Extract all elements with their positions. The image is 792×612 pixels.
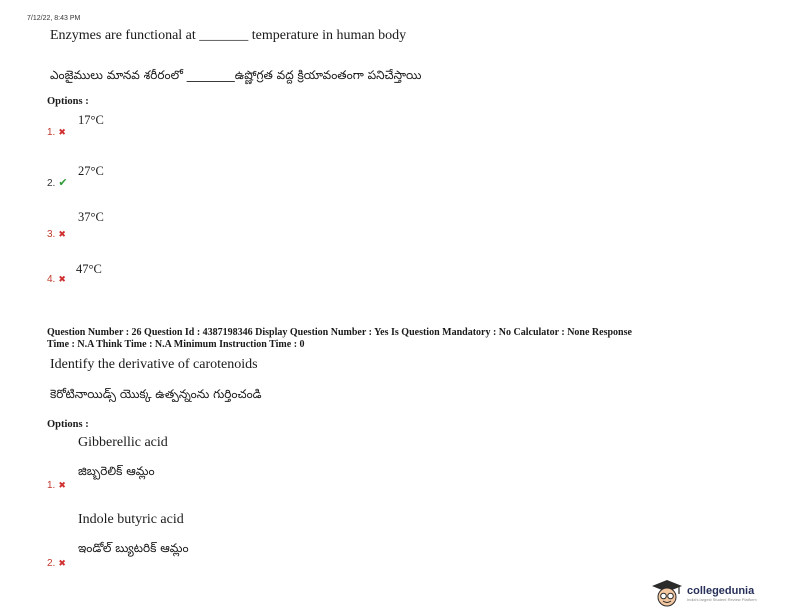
q1-options-label: Options :: [47, 96, 89, 107]
option-number: 2.: [47, 178, 56, 189]
student-mascot-icon: [650, 578, 684, 608]
q1-question-telugu: ఎంజైములు మానవ శరీరంలో ________ఉష్ణోగ్రత వద్ద క్రియావంతంగా పనిచేస్తాయి: [50, 68, 422, 82]
cross-icon: ✖: [58, 127, 66, 137]
logo-name: collegedunia: [687, 584, 755, 597]
q2-meta-line-1: Question Number : 26 Question Id : 4387198346 Display Question Number : Yes Is Question Mandatory : No Calculator : None Response: [47, 327, 632, 338]
q2-question-english: Identify the derivative of carotenoids: [50, 357, 258, 372]
option-number: 3.: [47, 229, 56, 240]
option-number: 1.: [47, 480, 56, 491]
q2-option-1: [47, 480, 66, 491]
q1-option-4-text: 47°C: [76, 262, 102, 276]
q1-option-3-text: 37°C: [78, 210, 104, 224]
print-timestamp: 7/12/22, 8:43 PM: [27, 15, 81, 22]
cross-icon: ✖: [58, 274, 66, 284]
q2-meta-line-2: Time : N.A Think Time : N.A Minimum Instruction Time : 0: [47, 339, 305, 350]
q1-option-2: [47, 178, 68, 189]
q1-question-english: Enzymes are functional at _______ temperature in human body: [50, 28, 407, 43]
q1-option-2-text: 27°C: [78, 164, 104, 178]
q2-options-label: Options :: [47, 419, 89, 430]
q2-option-2-english: Indole butyric acid: [78, 512, 184, 527]
q2-option-1-english: Gibberellic acid: [78, 435, 168, 450]
q2-option-1-telugu: జిబ్బరెలిక్ ఆమ్లం: [78, 464, 155, 478]
q2-question-telugu: కెరోటినాయిడ్స్ యొక్క ఉత్పన్నంను గుర్తించండి: [50, 387, 262, 401]
cross-icon: ✖: [58, 558, 66, 568]
q2-option-2: [47, 558, 66, 569]
option-number: 2.: [47, 558, 56, 569]
q1-option-1-text: 17°C: [78, 113, 104, 127]
q1-option-1: [47, 127, 66, 138]
q1-option-4: [47, 274, 66, 285]
cross-icon: ✖: [58, 229, 66, 239]
option-number: 4.: [47, 274, 56, 285]
logo-tagline: India's largest Student Review Platform: [687, 596, 757, 602]
option-number: 1.: [47, 127, 56, 138]
q2-option-2-telugu: ఇండోల్ బ్యుటరిక్ ఆమ్లం: [78, 541, 189, 555]
cross-icon: ✖: [58, 480, 66, 490]
q1-option-3: [47, 229, 66, 240]
check-icon: ✔: [58, 177, 68, 189]
collegedunia-logo: [650, 578, 757, 608]
